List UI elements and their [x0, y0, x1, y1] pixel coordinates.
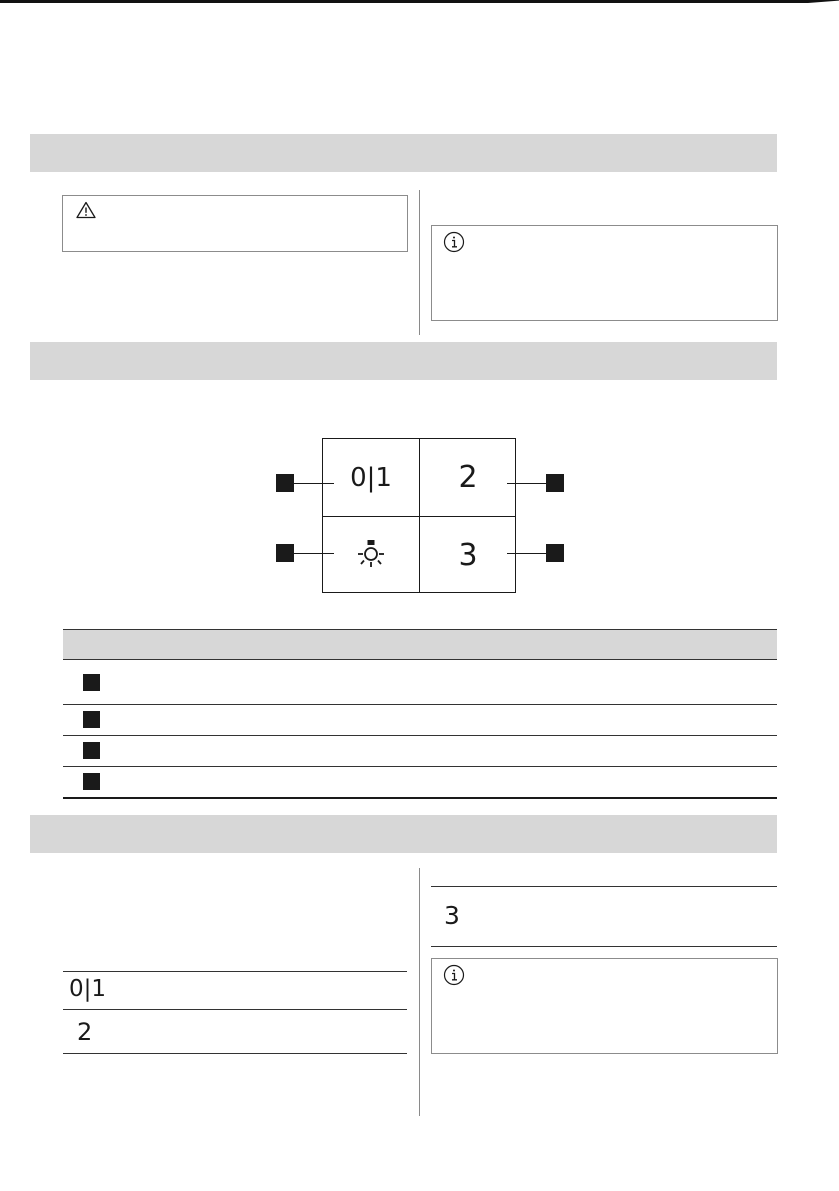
section-bar-1: [30, 134, 777, 172]
callout-square-icon: [83, 742, 100, 759]
light-key[interactable]: [323, 517, 419, 594]
warning-box: [62, 195, 408, 252]
callout-square-icon: [276, 474, 294, 492]
callout-square-icon: [546, 544, 564, 562]
column-divider-1: [419, 190, 420, 335]
table-rule: [63, 766, 777, 767]
list-rule: [431, 946, 777, 947]
list-rule: [63, 971, 407, 972]
lamp-icon: [354, 539, 388, 573]
info-box-2: [431, 958, 778, 1054]
table-rule: [63, 659, 777, 660]
speed-3-key[interactable]: 3: [458, 538, 478, 573]
column-divider-2: [419, 868, 420, 1116]
on-off-key[interactable]: 0|1: [350, 462, 392, 493]
list-rule: [63, 1009, 407, 1010]
callout-square-icon: [276, 544, 294, 562]
on-off-glyph: 0|1: [69, 976, 107, 1002]
callout-square-icon: [546, 474, 564, 492]
section-bar-2: [30, 342, 777, 380]
control-panel: [322, 438, 516, 593]
top-rule-tip: [808, 0, 839, 3]
warning-triangle-icon: [76, 201, 96, 219]
speed-2-key[interactable]: 2: [458, 460, 478, 495]
table-bottom-rule: [63, 797, 777, 799]
callout-square-icon: [83, 711, 100, 728]
info-circle-icon: [443, 231, 465, 253]
list-rule: [431, 886, 777, 887]
section-bar-3: [30, 815, 777, 853]
callout-square-icon: [83, 773, 100, 790]
info-box-1: [431, 225, 778, 321]
table-rule: [63, 735, 777, 736]
callout-square-icon: [83, 674, 100, 691]
page-top-rule: [0, 0, 839, 3]
speed-2-glyph: 2: [77, 1018, 93, 1046]
table-header: [63, 629, 777, 660]
table-rule: [63, 704, 777, 705]
speed-3-glyph: 3: [444, 901, 460, 930]
list-rule: [63, 1053, 407, 1054]
info-circle-icon: [443, 964, 465, 986]
